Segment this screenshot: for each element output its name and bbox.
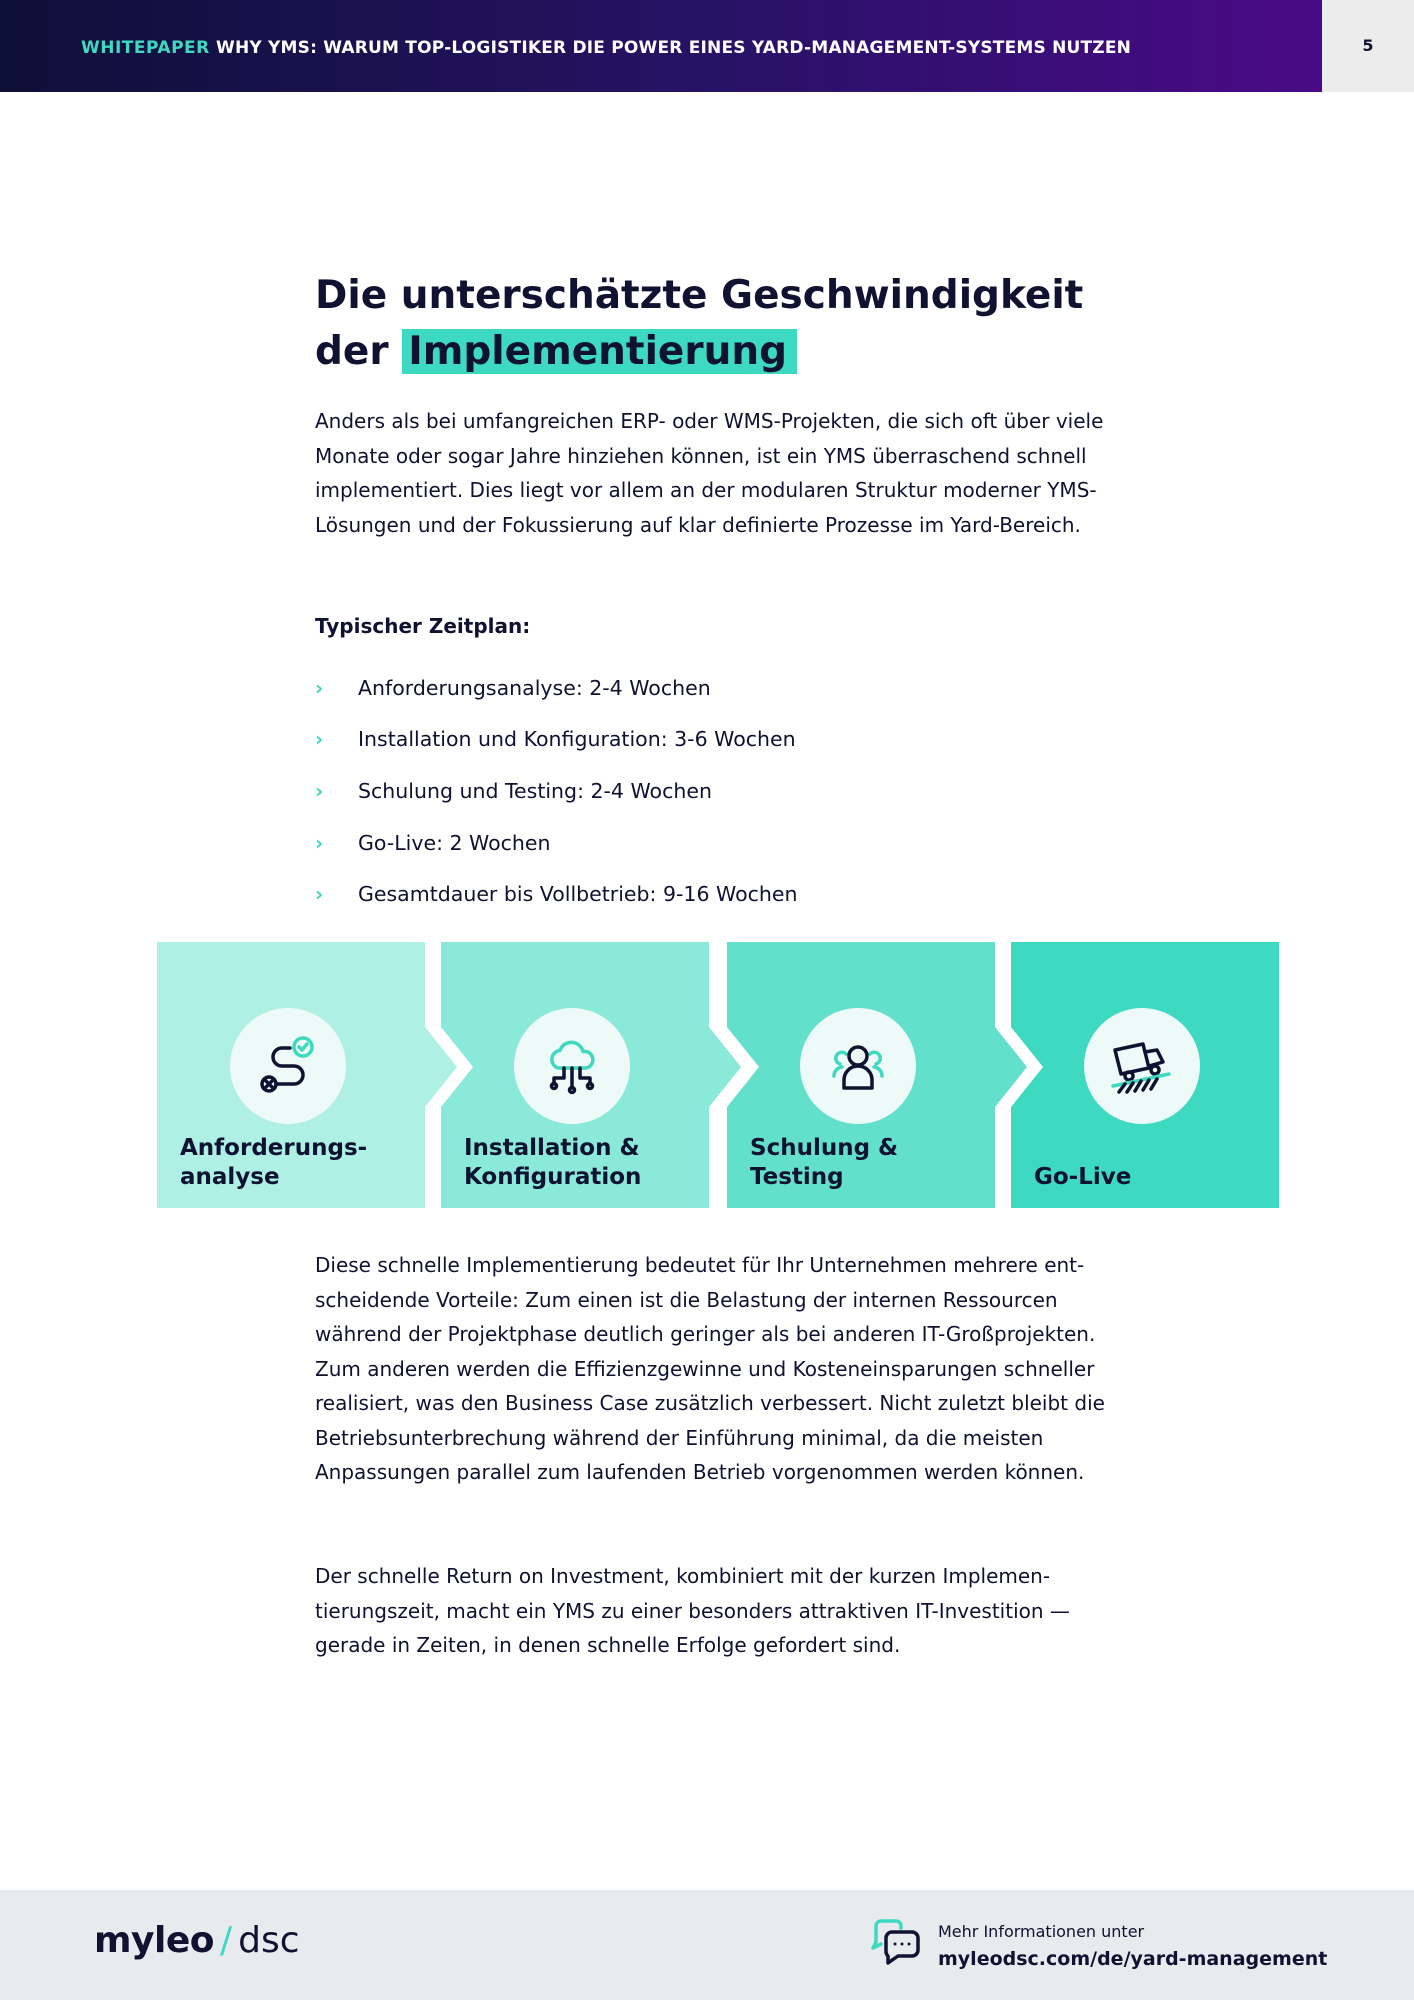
title-highlight: Implementierung bbox=[402, 329, 797, 374]
cloud-network-icon bbox=[540, 1034, 604, 1098]
chevron-right-icon: › bbox=[315, 882, 324, 907]
list-item-text: Go-Live: 2 Wochen bbox=[358, 830, 551, 855]
intro-paragraph: Anders als bei umfangreichen ERP- oder WMS-Projekten, die sich oft über viele Monate oder sogar Jahre hinziehen können, ist ein YMS überraschend schnell implementiert. Dies liegt vor allem an der modularen Struktur moderner YMS-Lösungen und der Fokussierung auf klar definierte Prozesse im Yard-Bereich. bbox=[315, 409, 1104, 537]
timeline-list bbox=[315, 662, 798, 920]
chevron-right-icon: › bbox=[315, 727, 324, 752]
page-header bbox=[0, 0, 1322, 92]
list-item-text: Anforderungsanalyse: 2-4 Wochen bbox=[358, 675, 711, 700]
benefits-paragraph: Diese schnelle Implementierung bedeutet für Ihr Unternehmen mehrere entscheidende Vorteile: Zum einen ist die Belastung der internen Ressourcen während der Projektphase deutlich geringer als bei anderen IT-Großprojekten. Zum anderen werden die Effizienzgewinne und Kosteneinsparungen schneller realisiert, was den Business Case zusätzlich verbessert. Nicht zuletzt bleibt die Betriebsunterbrechung während der Einführung minimal, da die meisten Anpassungen parallel zum laufenden Betrieb vorgenommen werden können. bbox=[315, 1253, 1105, 1484]
title-line1: Die unterschätzte Geschwindigkeit bbox=[315, 273, 1084, 318]
roi-paragraph: Der schnelle Return on Investment, kombiniert mit der kurzen Implementierungszeit, macht ein YMS zu einer besonders attraktiven IT-Investition — gerade in Zeiten, in denen schnelle Erfolge gefordert sind. bbox=[315, 1564, 1070, 1657]
chevron-right-icon: › bbox=[315, 778, 324, 803]
process-steps bbox=[157, 942, 1279, 1208]
title-line2-pre: der bbox=[315, 329, 389, 374]
chevron-right-icon: › bbox=[315, 830, 324, 855]
process-step-golive bbox=[1011, 942, 1279, 1208]
page-title bbox=[315, 268, 1083, 380]
list-item bbox=[315, 817, 798, 869]
users-icon bbox=[826, 1034, 890, 1098]
step-label: Anforderungs- analyse bbox=[180, 1135, 368, 1190]
step-label: Schulung & Testing bbox=[750, 1135, 899, 1190]
list-item-text: Schulung und Testing: 2-4 Wochen bbox=[358, 778, 712, 803]
process-step-requirements bbox=[157, 942, 425, 1208]
list-item bbox=[315, 662, 798, 714]
header-title: WHY YMS: WARUM TOP-LOGISTIKER DIE POWER EINES YARD-MANAGEMENT-SYSTEMS NUTZEN bbox=[216, 38, 1132, 58]
truck-icon bbox=[1107, 1034, 1177, 1098]
process-step-training bbox=[727, 942, 995, 1208]
list-item bbox=[315, 868, 798, 920]
footer-info-label: Mehr Informationen unter bbox=[938, 1922, 1145, 1941]
list-item bbox=[315, 765, 798, 817]
list-item-text: Gesamtdauer bis Vollbetrieb: 9-16 Wochen bbox=[358, 882, 798, 907]
chevron-right-icon: › bbox=[315, 675, 324, 700]
chat-bubbles-icon bbox=[870, 1916, 922, 1968]
route-icon bbox=[256, 1034, 320, 1098]
footer-url-link[interactable]: myleodsc.com/de/yard-management bbox=[938, 1948, 1328, 1970]
timeline-heading: Typischer Zeitplan: bbox=[315, 614, 531, 638]
step-label: Installation & Konfiguration bbox=[464, 1135, 642, 1190]
header-tag: WHITEPAPER bbox=[81, 38, 210, 58]
page-number-box bbox=[1322, 0, 1414, 92]
list-item bbox=[315, 714, 798, 766]
step-label: Go-Live bbox=[1034, 1164, 1132, 1190]
list-item-text: Installation und Konfiguration: 3-6 Wochen bbox=[358, 727, 796, 752]
process-step-installation bbox=[441, 942, 709, 1208]
page-number: 5 bbox=[1362, 36, 1374, 55]
page-footer bbox=[0, 1890, 1414, 2000]
brand-logo: myleo / dsc bbox=[94, 1920, 300, 1961]
